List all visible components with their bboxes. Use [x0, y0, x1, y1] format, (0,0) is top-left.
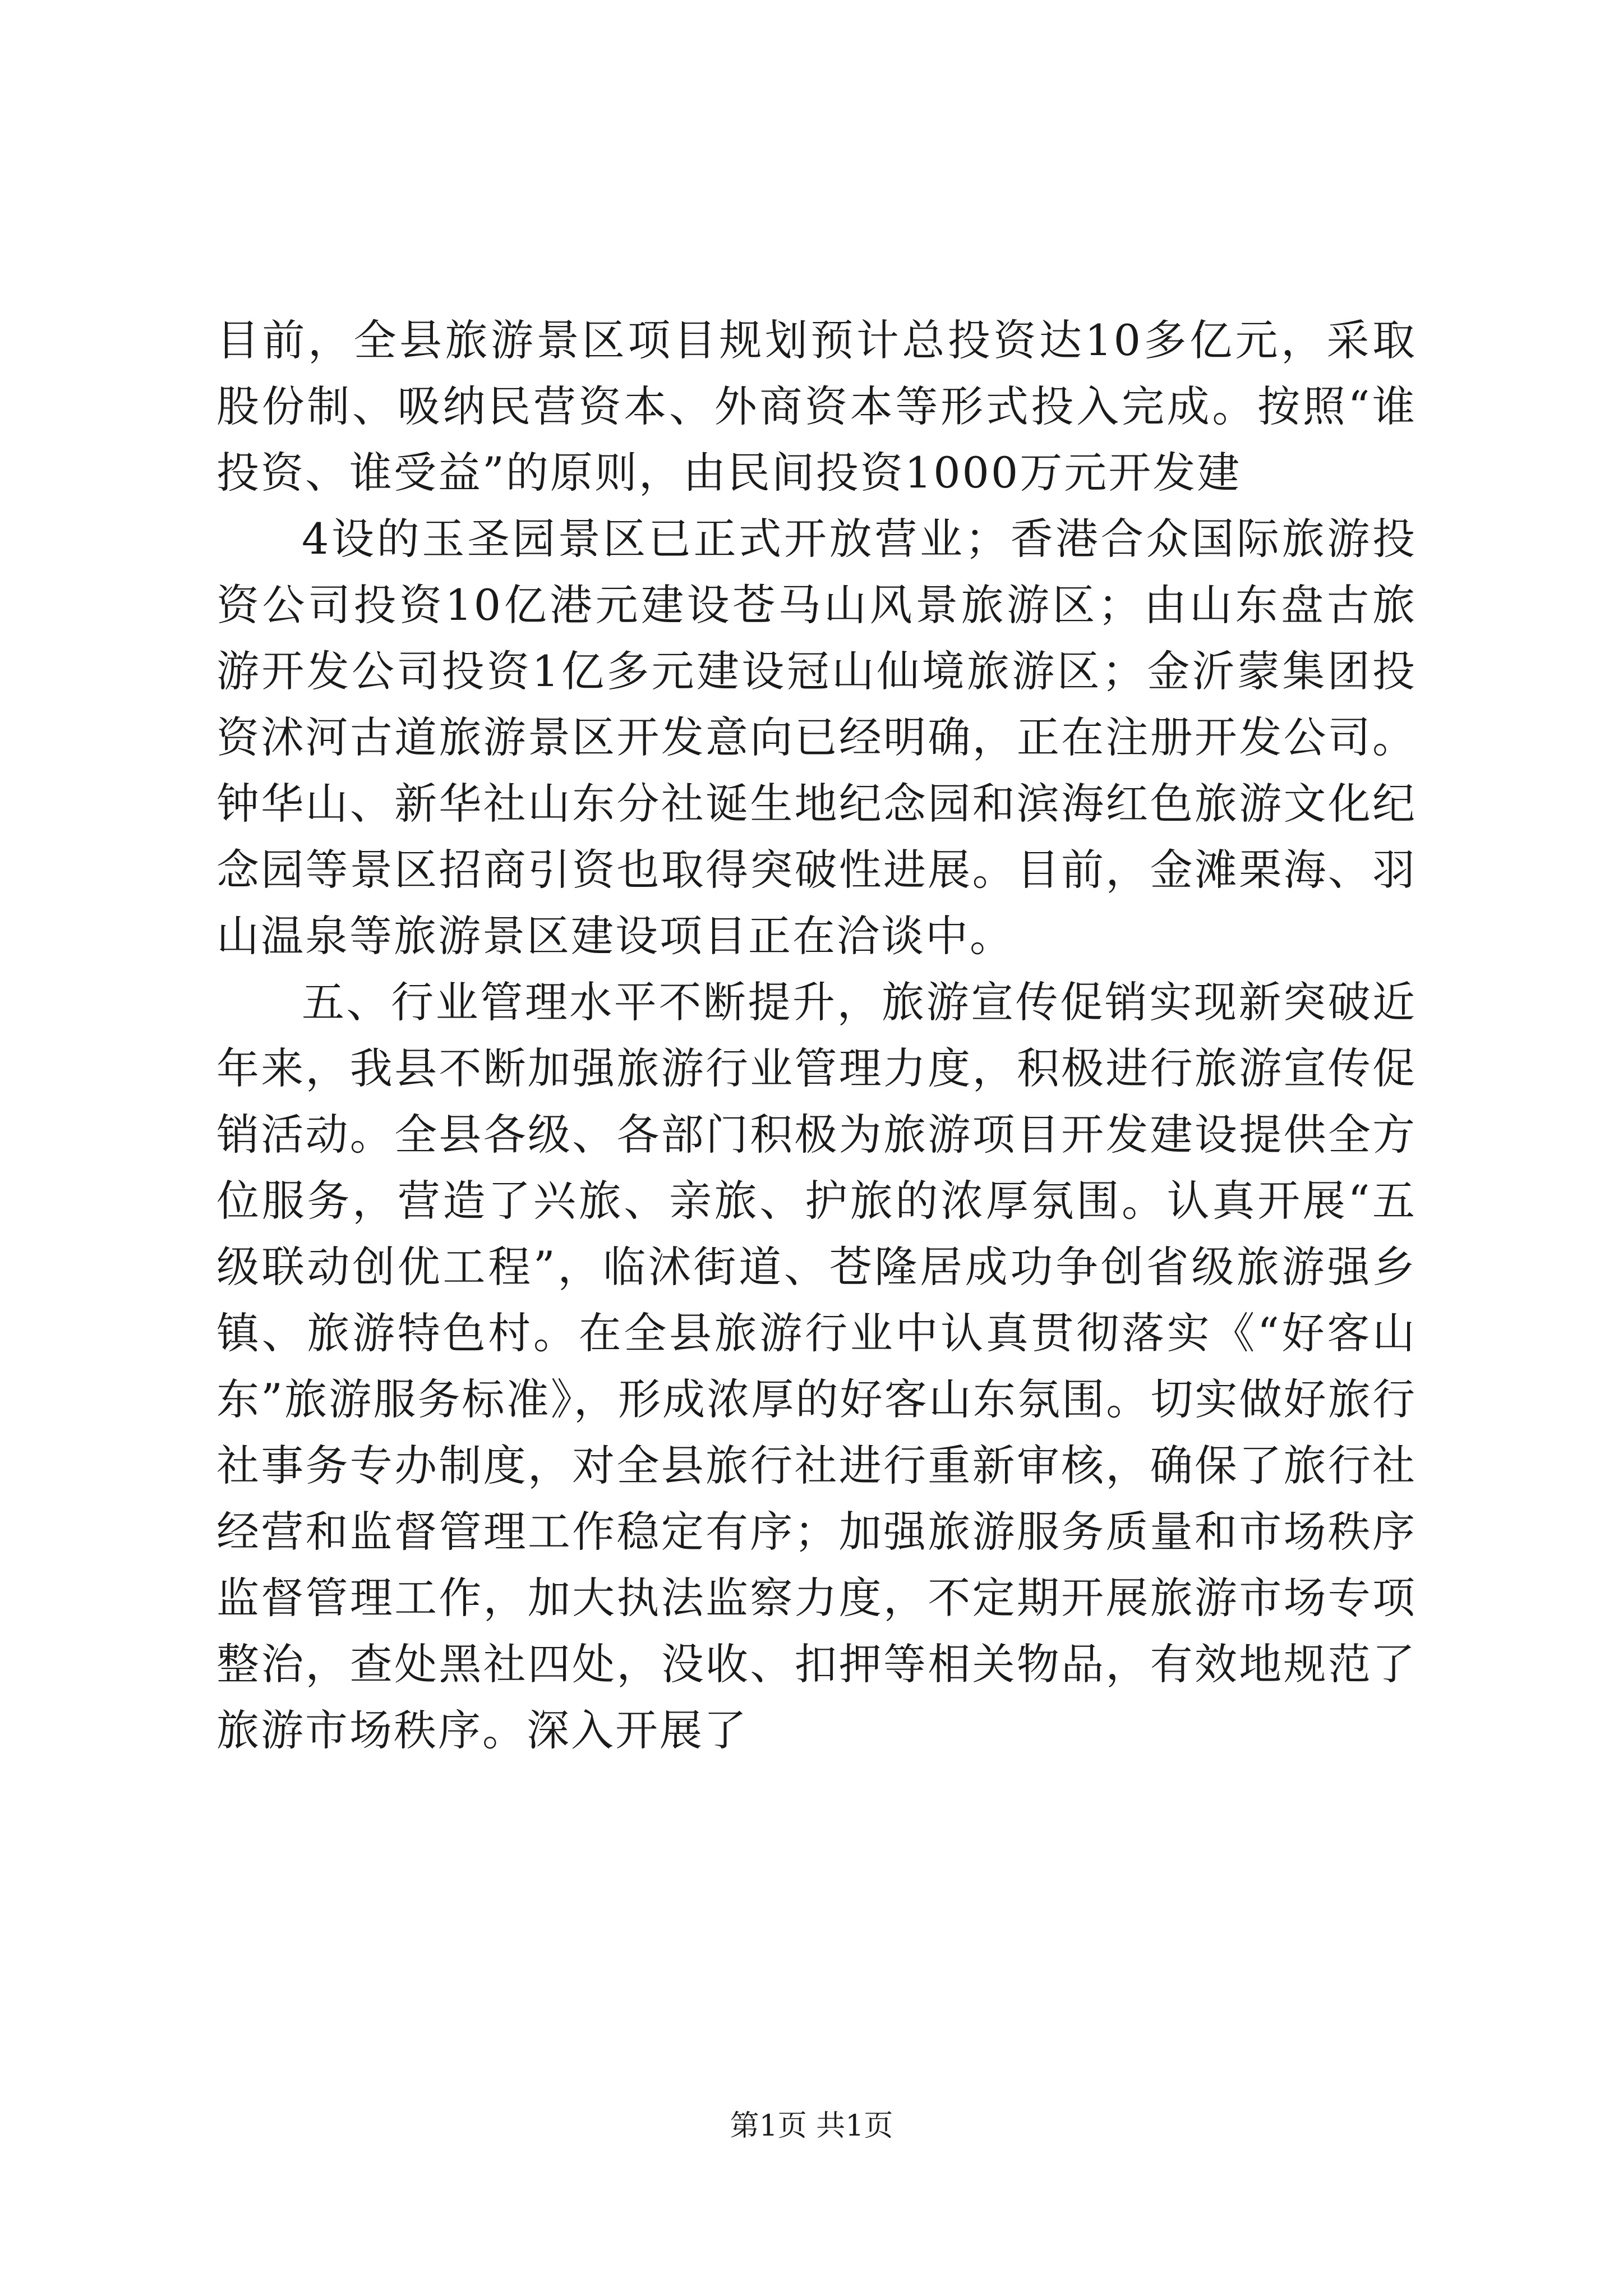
page-footer: 第1页 共1页 — [730, 2109, 893, 2143]
paragraph-3: 五、行业管理水平不断提升，旅游宣传促销实现新突破近年来，我县不断加强旅游行业管理力度，积极进行旅游宣传促销活动。全县各级、各部门积极为旅游项目开发建设提供全方位服务，营造了兴旅、亲旅、护旅的浓厚氛围。认真开展“五级联动创优工程”，临沭街道、苍隆居成功争创省级旅游强乡镇、旅游特色村。在全县旅游行业中认真贯彻落实《“好客山东”旅游服务标准》，形成浓厚的好客山东氛围。切实做好旅行社事务专办制度，对全县旅行社进行重新审核，确保了旅行社经营和监督管理工作稳定有序；加强旅游服务质量和市场秩序监督管理工作，加大执法监察力度，不定期开展旅游市场专项整治，查处黑社四处，没收、扣押等相关物品，有效地规范了旅游市场秩序。深入开展了 — [216, 977, 1417, 1755]
paragraph-1: 目前，全县旅游景区项目规划预计总投资达10多亿元，采取股份制、吸纳民营资本、外商资本等形式投入完成。按照“谁投资、谁受益”的原则，由民间投资1000万元开发建 — [216, 315, 1417, 498]
document-body — [216, 307, 1417, 1764]
paragraph-2: 4设的玉圣园景区已正式开放营业；香港合众国际旅游投资公司投资10亿港元建设苍马山风景旅游区；由山东盘古旅游开发公司投资1亿多元建设冠山仙境旅游区；金沂蒙集团投资沭河古道旅游景区开发意向已经明确，正在注册开发公司。钟华山、新华社山东分社诞生地纪念园和滨海红色旅游文化纪念园等景区招商引资也取得突破性进展。目前，金滩栗海、羽山温泉等旅游景区建设项目正在洽谈中。 — [216, 514, 1417, 961]
